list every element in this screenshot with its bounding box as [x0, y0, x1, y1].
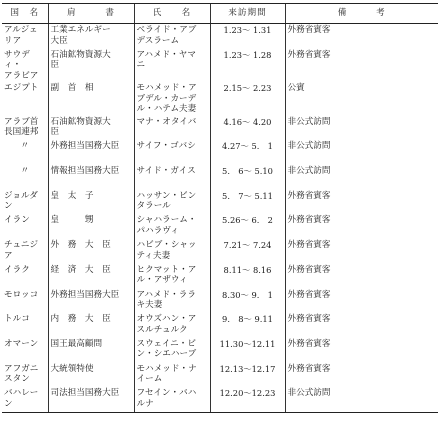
cell-country: エジプト [4, 83, 39, 94]
cell-name: ベライド・アブ デスラーム [134, 24, 210, 49]
cell-period: 8.11〜 8.16 [210, 264, 285, 289]
cell-remarks: 非公式訪問 [285, 165, 438, 190]
cell-period: 1.23〜 1.28 [210, 49, 285, 83]
cell-period: 1.23〜 1.31 [210, 24, 285, 49]
header-title: 肩 書 [48, 4, 134, 24]
cell-name: ヒクマット・ア ル・アザウィ [134, 264, 210, 289]
header-remarks: 備 考 [285, 4, 438, 24]
cell-period: 9. 8〜 9.11 [210, 313, 285, 338]
cell-name: サイフ・ゴバシ [134, 140, 210, 165]
cell-country: ジョルダ ン [4, 190, 38, 212]
cell-remarks: 外務省賓客 [285, 190, 438, 215]
cell-title: 皇 甥 [48, 214, 134, 239]
cell-title: 経 済 大 臣 [48, 264, 134, 289]
table-row [2, 116, 438, 141]
cell-period: 4.27〜 5. 1 [210, 140, 285, 165]
table-row [2, 363, 438, 388]
cell-country: 〃 [20, 141, 30, 152]
cell-period: 5. 6〜 5.10 [210, 165, 285, 190]
table-row [2, 313, 438, 338]
cell-country: バハレー ン [2, 387, 48, 412]
cell-title: 工業エネルギー 大臣 [48, 24, 134, 49]
cell-title: 外務担当国務大臣 [48, 289, 134, 314]
cell-remarks: 外務省賓客 [285, 289, 438, 314]
table-row [2, 214, 438, 239]
cell-remarks: 非公式訪問 [285, 140, 438, 165]
visitors-table [2, 3, 438, 413]
cell-period: 8.30〜 9. 1 [210, 289, 285, 314]
cell-country: アルジェ リア [4, 25, 38, 46]
table-row [2, 264, 438, 289]
cell-name: オウズハン・ア スルチュルク [134, 313, 210, 338]
table-row [2, 289, 438, 314]
cell-name: ハビブ・シャッ ティ夫妻 [134, 239, 210, 264]
cell-name: サイド・ガイス [134, 165, 210, 190]
cell-remarks: 非公式訪問 [285, 116, 438, 141]
cell-period: 12.13〜12.17 [210, 363, 285, 388]
cell-name: マナ・オタイバ [134, 116, 210, 141]
cell-remarks: 外務省賓客 [285, 338, 438, 363]
table-row [2, 338, 438, 363]
cell-country: モロッコ [4, 289, 39, 300]
cell-title: 大統領特使 [48, 363, 134, 388]
cell-title: 外 務 大 臣 [48, 239, 134, 264]
cell-remarks: 外務省賓客 [285, 239, 438, 264]
header-country: 国 名 [2, 4, 48, 24]
cell-remarks: 外務省賓客 [285, 264, 438, 289]
cell-remarks: 外務省賓客 [285, 313, 438, 338]
table-row [2, 24, 438, 49]
header-period: 来訪期間 [210, 4, 285, 24]
table-row [2, 82, 438, 116]
cell-name: モハメッド・ナ イーム [134, 363, 210, 388]
cell-title: 内 務 大 臣 [48, 313, 134, 338]
cell-name: フセイン・バハ ルナ [134, 387, 210, 412]
cell-remarks: 公賓 [285, 82, 438, 116]
cell-remarks: 外務省賓客 [285, 24, 438, 49]
cell-remarks: 外務省賓客 [285, 214, 438, 239]
cell-title: 司法担当国務大臣 [48, 387, 134, 412]
cell-period: 5.26〜 6. 2 [210, 214, 285, 239]
cell-period: 7.21〜 7.24 [210, 239, 285, 264]
cell-title: 情報担当国務大臣 [48, 165, 134, 190]
cell-remarks: 外務省賓客 [285, 363, 438, 388]
cell-period: 11.30〜12.11 [210, 338, 285, 363]
cell-title: 国王最高顧問 [48, 338, 134, 363]
cell-period: 12.20〜12.23 [210, 387, 285, 412]
cell-name: スウェイニ・ビ ン・シエハーブ [134, 338, 210, 363]
cell-title: 石油鉱物資源大 臣 [48, 116, 134, 141]
cell-country: イラン [4, 215, 30, 226]
cell-country: チュニジ ア [4, 240, 39, 261]
table-row [2, 140, 438, 165]
cell-name: シャハラーム・ パハラヴィ [134, 214, 210, 239]
cell-country: オマーン [4, 338, 39, 349]
cell-country: アラブ首 長国連邦 [4, 116, 39, 138]
cell-name: アハメド・ヤマ ニ [134, 49, 210, 83]
cell-name: ハッサン・ビン タラール [134, 190, 210, 215]
cell-remarks: 外務省賓客 [285, 49, 438, 83]
cell-title: 副 首 相 [48, 82, 134, 116]
cell-title: 石油鉱物資源大 臣 [48, 49, 134, 83]
cell-name: アハメド・ララ キ夫妻 [134, 289, 210, 314]
cell-title: 皇 太 子 [48, 190, 134, 215]
cell-country: トルコ [4, 314, 30, 325]
cell-country: 〃 [20, 166, 30, 177]
cell-name: モハメッド・ア ブデル・カーデ ル・ハテム夫妻 [134, 82, 210, 116]
table-row [2, 387, 438, 412]
cell-period: 4.16〜 4.20 [210, 116, 285, 141]
cell-period: 2.15〜 2.23 [210, 82, 285, 116]
header-row [2, 4, 438, 24]
table-row [2, 49, 438, 83]
cell-country: イラク [4, 264, 30, 275]
cell-period: 5. 7〜 5.11 [210, 190, 285, 215]
table-row [2, 190, 438, 215]
cell-remarks: 非公式訪問 [285, 387, 438, 412]
header-name: 氏 名 [134, 4, 210, 24]
table-row [2, 165, 438, 190]
cell-country: アフガニ スタン [4, 363, 39, 385]
cell-country: サウディ・ アラビア [4, 49, 39, 81]
cell-title: 外務担当国務大臣 [48, 140, 134, 165]
table-row [2, 239, 438, 264]
